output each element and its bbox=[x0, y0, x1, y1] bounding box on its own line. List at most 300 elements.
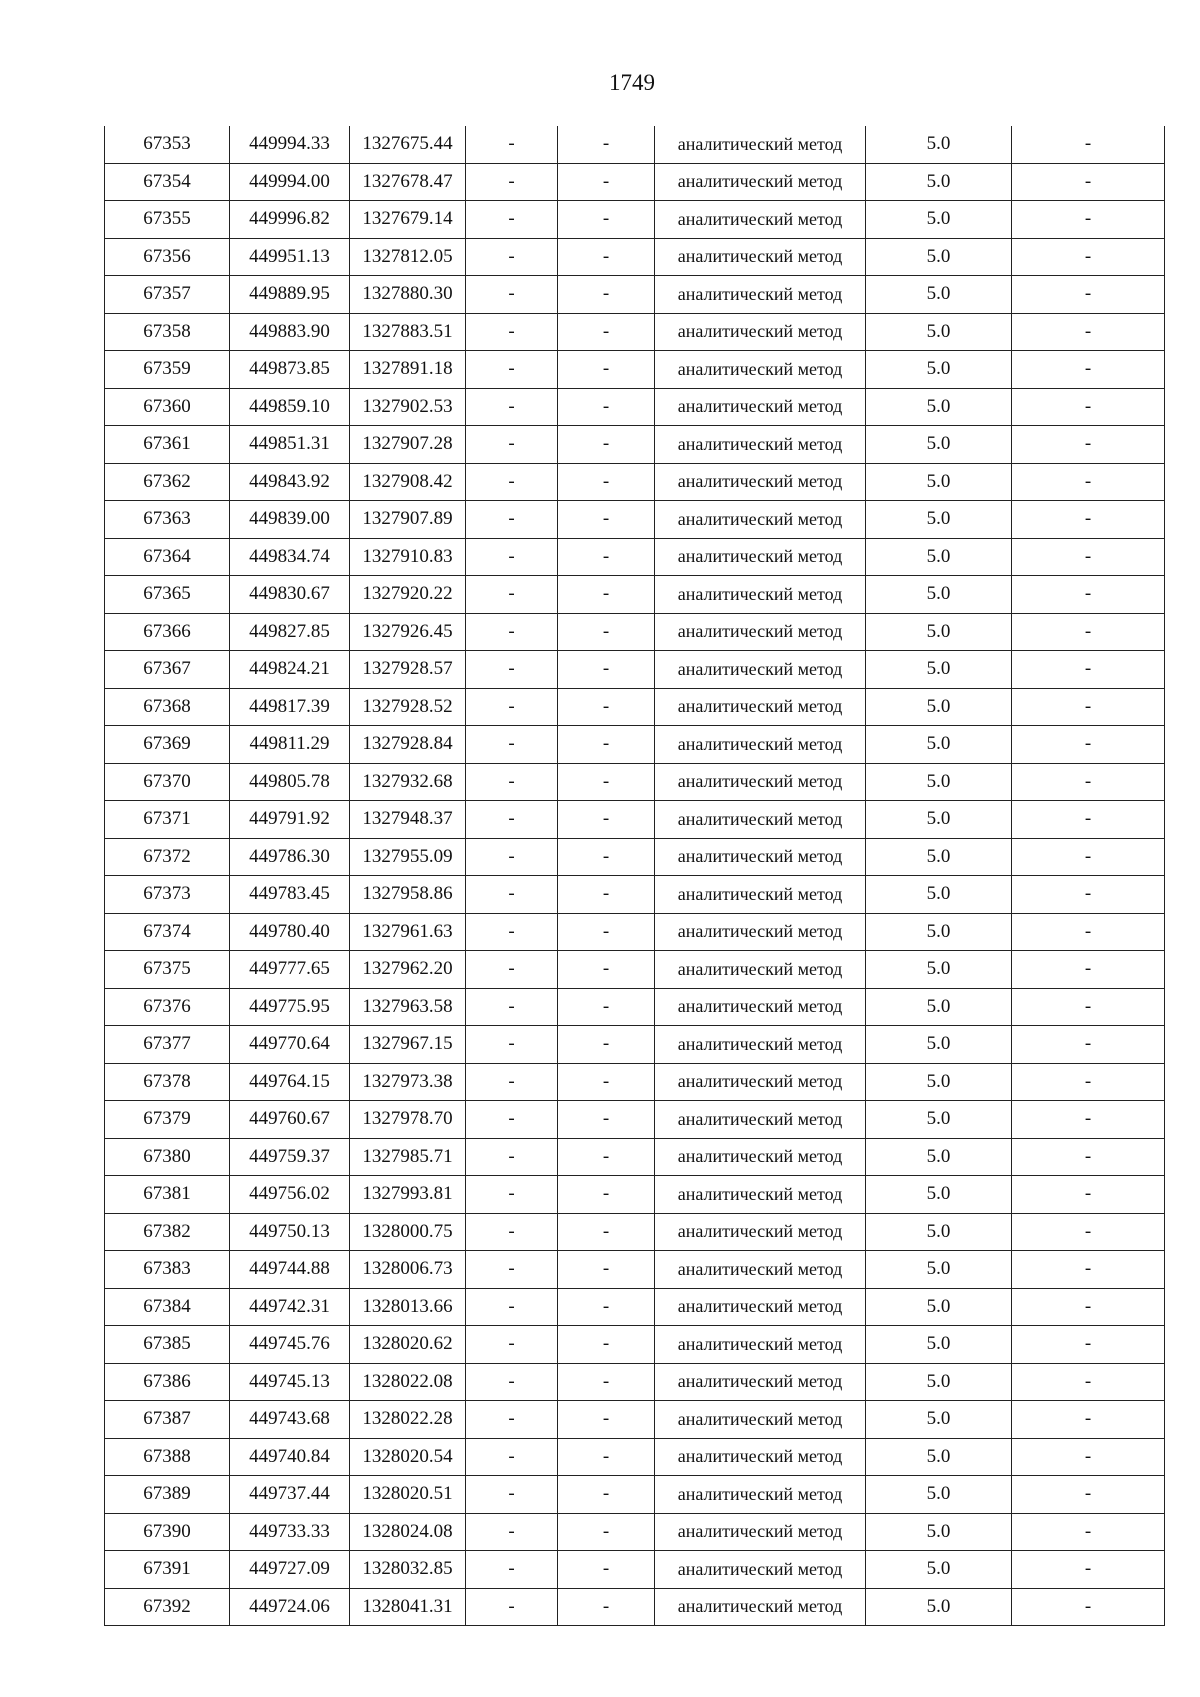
accuracy-cell: 5.0 bbox=[866, 1138, 1012, 1176]
x-coordinate: 449777.65 bbox=[230, 951, 350, 989]
table-row bbox=[105, 1588, 1165, 1626]
dash-cell: - bbox=[558, 1101, 655, 1139]
dash-cell: - bbox=[466, 1363, 558, 1401]
x-coordinate: 449827.85 bbox=[230, 613, 350, 651]
table-row bbox=[105, 163, 1165, 201]
point-number: 67379 bbox=[105, 1101, 230, 1139]
accuracy-cell: 5.0 bbox=[866, 1363, 1012, 1401]
point-number: 67365 bbox=[105, 576, 230, 614]
dash-cell: - bbox=[558, 463, 655, 501]
method-cell: аналитический метод bbox=[655, 876, 866, 914]
dash-cell: - bbox=[1012, 1401, 1165, 1439]
dash-cell: - bbox=[558, 313, 655, 351]
y-coordinate: 1327908.42 bbox=[350, 463, 466, 501]
y-coordinate: 1327955.09 bbox=[350, 838, 466, 876]
dash-cell: - bbox=[558, 951, 655, 989]
y-coordinate: 1327978.70 bbox=[350, 1101, 466, 1139]
dash-cell: - bbox=[1012, 426, 1165, 464]
dash-cell: - bbox=[1012, 463, 1165, 501]
method-cell: аналитический метод bbox=[655, 1438, 866, 1476]
accuracy-cell: 5.0 bbox=[866, 238, 1012, 276]
point-number: 67369 bbox=[105, 726, 230, 764]
method-cell: аналитический метод bbox=[655, 426, 866, 464]
dash-cell: - bbox=[1012, 1288, 1165, 1326]
table-row bbox=[105, 238, 1165, 276]
x-coordinate: 449724.06 bbox=[230, 1588, 350, 1626]
dash-cell: - bbox=[466, 913, 558, 951]
method-cell: аналитический метод bbox=[655, 1101, 866, 1139]
accuracy-cell: 5.0 bbox=[866, 1101, 1012, 1139]
accuracy-cell: 5.0 bbox=[866, 1513, 1012, 1551]
dash-cell: - bbox=[558, 988, 655, 1026]
accuracy-cell: 5.0 bbox=[866, 1063, 1012, 1101]
accuracy-cell: 5.0 bbox=[866, 201, 1012, 239]
dash-cell: - bbox=[558, 1138, 655, 1176]
y-coordinate: 1327928.84 bbox=[350, 726, 466, 764]
x-coordinate: 449770.64 bbox=[230, 1026, 350, 1064]
dash-cell: - bbox=[558, 838, 655, 876]
accuracy-cell: 5.0 bbox=[866, 388, 1012, 426]
method-cell: аналитический метод bbox=[655, 1288, 866, 1326]
dash-cell: - bbox=[466, 1288, 558, 1326]
y-coordinate: 1328006.73 bbox=[350, 1251, 466, 1289]
dash-cell: - bbox=[466, 276, 558, 314]
dash-cell: - bbox=[466, 688, 558, 726]
accuracy-cell: 5.0 bbox=[866, 688, 1012, 726]
dash-cell: - bbox=[558, 351, 655, 389]
y-coordinate: 1328024.08 bbox=[350, 1513, 466, 1551]
dash-cell: - bbox=[558, 538, 655, 576]
accuracy-cell: 5.0 bbox=[866, 538, 1012, 576]
dash-cell: - bbox=[466, 426, 558, 464]
y-coordinate: 1328020.54 bbox=[350, 1438, 466, 1476]
x-coordinate: 449737.44 bbox=[230, 1476, 350, 1514]
dash-cell: - bbox=[466, 1401, 558, 1439]
dash-cell: - bbox=[558, 801, 655, 839]
dash-cell: - bbox=[466, 1251, 558, 1289]
table-row bbox=[105, 613, 1165, 651]
dash-cell: - bbox=[1012, 1588, 1165, 1626]
table-row bbox=[105, 1176, 1165, 1214]
accuracy-cell: 5.0 bbox=[866, 463, 1012, 501]
x-coordinate: 449839.00 bbox=[230, 501, 350, 539]
method-cell: аналитический метод bbox=[655, 388, 866, 426]
x-coordinate: 449764.15 bbox=[230, 1063, 350, 1101]
dash-cell: - bbox=[558, 1401, 655, 1439]
y-coordinate: 1327902.53 bbox=[350, 388, 466, 426]
x-coordinate: 449742.31 bbox=[230, 1288, 350, 1326]
dash-cell: - bbox=[558, 1176, 655, 1214]
method-cell: аналитический метод bbox=[655, 913, 866, 951]
dash-cell: - bbox=[558, 238, 655, 276]
x-coordinate: 449830.67 bbox=[230, 576, 350, 614]
method-cell: аналитический метод bbox=[655, 1026, 866, 1064]
point-number: 67370 bbox=[105, 763, 230, 801]
table-row bbox=[105, 651, 1165, 689]
accuracy-cell: 5.0 bbox=[866, 876, 1012, 914]
dash-cell: - bbox=[466, 463, 558, 501]
x-coordinate: 449883.90 bbox=[230, 313, 350, 351]
table-row bbox=[105, 1213, 1165, 1251]
dash-cell: - bbox=[1012, 1513, 1165, 1551]
dash-cell: - bbox=[1012, 1138, 1165, 1176]
dash-cell: - bbox=[1012, 538, 1165, 576]
table-row bbox=[105, 1551, 1165, 1589]
x-coordinate: 449743.68 bbox=[230, 1401, 350, 1439]
table-row bbox=[105, 688, 1165, 726]
x-coordinate: 449817.39 bbox=[230, 688, 350, 726]
point-number: 67390 bbox=[105, 1513, 230, 1551]
x-coordinate: 449851.31 bbox=[230, 426, 350, 464]
accuracy-cell: 5.0 bbox=[866, 1213, 1012, 1251]
dash-cell: - bbox=[1012, 688, 1165, 726]
dash-cell: - bbox=[1012, 763, 1165, 801]
method-cell: аналитический метод bbox=[655, 1363, 866, 1401]
point-number: 67373 bbox=[105, 876, 230, 914]
point-number: 67376 bbox=[105, 988, 230, 1026]
dash-cell: - bbox=[466, 1213, 558, 1251]
y-coordinate: 1328022.08 bbox=[350, 1363, 466, 1401]
table-row bbox=[105, 988, 1165, 1026]
point-number: 67371 bbox=[105, 801, 230, 839]
method-cell: аналитический метод bbox=[655, 613, 866, 651]
accuracy-cell: 5.0 bbox=[866, 1026, 1012, 1064]
x-coordinate: 449873.85 bbox=[230, 351, 350, 389]
point-number: 67387 bbox=[105, 1401, 230, 1439]
method-cell: аналитический метод bbox=[655, 1476, 866, 1514]
point-number: 67389 bbox=[105, 1476, 230, 1514]
table-row bbox=[105, 763, 1165, 801]
method-cell: аналитический метод bbox=[655, 651, 866, 689]
method-cell: аналитический метод bbox=[655, 838, 866, 876]
point-number: 67386 bbox=[105, 1363, 230, 1401]
method-cell: аналитический метод bbox=[655, 1138, 866, 1176]
table-row bbox=[105, 501, 1165, 539]
accuracy-cell: 5.0 bbox=[866, 1326, 1012, 1364]
dash-cell: - bbox=[1012, 1176, 1165, 1214]
method-cell: аналитический метод bbox=[655, 163, 866, 201]
accuracy-cell: 5.0 bbox=[866, 313, 1012, 351]
dash-cell: - bbox=[1012, 838, 1165, 876]
dash-cell: - bbox=[466, 1513, 558, 1551]
method-cell: аналитический метод bbox=[655, 351, 866, 389]
y-coordinate: 1327678.47 bbox=[350, 163, 466, 201]
table-row bbox=[105, 876, 1165, 914]
dash-cell: - bbox=[466, 238, 558, 276]
dash-cell: - bbox=[558, 1513, 655, 1551]
y-coordinate: 1328020.51 bbox=[350, 1476, 466, 1514]
y-coordinate: 1327926.45 bbox=[350, 613, 466, 651]
method-cell: аналитический метод bbox=[655, 1251, 866, 1289]
accuracy-cell: 5.0 bbox=[866, 726, 1012, 764]
dash-cell: - bbox=[466, 951, 558, 989]
method-cell: аналитический метод bbox=[655, 576, 866, 614]
y-coordinate: 1327973.38 bbox=[350, 1063, 466, 1101]
table-row bbox=[105, 838, 1165, 876]
dash-cell: - bbox=[558, 1476, 655, 1514]
point-number: 67368 bbox=[105, 688, 230, 726]
dash-cell: - bbox=[1012, 501, 1165, 539]
y-coordinate: 1327679.14 bbox=[350, 201, 466, 239]
accuracy-cell: 5.0 bbox=[866, 276, 1012, 314]
dash-cell: - bbox=[558, 613, 655, 651]
coordinates-table bbox=[104, 126, 1165, 1626]
y-coordinate: 1327883.51 bbox=[350, 313, 466, 351]
dash-cell: - bbox=[1012, 876, 1165, 914]
point-number: 67354 bbox=[105, 163, 230, 201]
x-coordinate: 449727.09 bbox=[230, 1551, 350, 1589]
point-number: 67360 bbox=[105, 388, 230, 426]
table-row bbox=[105, 463, 1165, 501]
dash-cell: - bbox=[466, 1026, 558, 1064]
point-number: 67383 bbox=[105, 1251, 230, 1289]
x-coordinate: 449780.40 bbox=[230, 913, 350, 951]
accuracy-cell: 5.0 bbox=[866, 988, 1012, 1026]
y-coordinate: 1328032.85 bbox=[350, 1551, 466, 1589]
accuracy-cell: 5.0 bbox=[866, 1176, 1012, 1214]
dash-cell: - bbox=[466, 1588, 558, 1626]
dash-cell: - bbox=[1012, 1438, 1165, 1476]
point-number: 67372 bbox=[105, 838, 230, 876]
table-row bbox=[105, 1363, 1165, 1401]
accuracy-cell: 5.0 bbox=[866, 351, 1012, 389]
accuracy-cell: 5.0 bbox=[866, 651, 1012, 689]
point-number: 67377 bbox=[105, 1026, 230, 1064]
y-coordinate: 1327967.15 bbox=[350, 1026, 466, 1064]
y-coordinate: 1327962.20 bbox=[350, 951, 466, 989]
x-coordinate: 449859.10 bbox=[230, 388, 350, 426]
y-coordinate: 1327928.57 bbox=[350, 651, 466, 689]
x-coordinate: 449745.76 bbox=[230, 1326, 350, 1364]
method-cell: аналитический метод bbox=[655, 951, 866, 989]
dash-cell: - bbox=[466, 201, 558, 239]
dash-cell: - bbox=[558, 651, 655, 689]
point-number: 67375 bbox=[105, 951, 230, 989]
dash-cell: - bbox=[466, 1138, 558, 1176]
dash-cell: - bbox=[1012, 1251, 1165, 1289]
x-coordinate: 449744.88 bbox=[230, 1251, 350, 1289]
x-coordinate: 449760.67 bbox=[230, 1101, 350, 1139]
accuracy-cell: 5.0 bbox=[866, 838, 1012, 876]
point-number: 67384 bbox=[105, 1288, 230, 1326]
point-number: 67359 bbox=[105, 351, 230, 389]
dash-cell: - bbox=[1012, 1101, 1165, 1139]
dash-cell: - bbox=[558, 913, 655, 951]
method-cell: аналитический метод bbox=[655, 1588, 866, 1626]
dash-cell: - bbox=[466, 1063, 558, 1101]
table-row bbox=[105, 426, 1165, 464]
table-row bbox=[105, 276, 1165, 314]
method-cell: аналитический метод bbox=[655, 1326, 866, 1364]
point-number: 67380 bbox=[105, 1138, 230, 1176]
x-coordinate: 449733.33 bbox=[230, 1513, 350, 1551]
point-number: 67378 bbox=[105, 1063, 230, 1101]
y-coordinate: 1327958.86 bbox=[350, 876, 466, 914]
table-row bbox=[105, 1438, 1165, 1476]
x-coordinate: 449951.13 bbox=[230, 238, 350, 276]
dash-cell: - bbox=[466, 1101, 558, 1139]
table-row bbox=[105, 351, 1165, 389]
table-row bbox=[105, 801, 1165, 839]
point-number: 67358 bbox=[105, 313, 230, 351]
dash-cell: - bbox=[558, 1288, 655, 1326]
x-coordinate: 449791.92 bbox=[230, 801, 350, 839]
dash-cell: - bbox=[558, 763, 655, 801]
page-number: 1749 bbox=[609, 70, 655, 95]
table-row bbox=[105, 1026, 1165, 1064]
table-row bbox=[105, 388, 1165, 426]
table-row bbox=[105, 1326, 1165, 1364]
table-row bbox=[105, 201, 1165, 239]
point-number: 67364 bbox=[105, 538, 230, 576]
y-coordinate: 1328020.62 bbox=[350, 1326, 466, 1364]
dash-cell: - bbox=[1012, 126, 1165, 163]
dash-cell: - bbox=[466, 838, 558, 876]
table-row bbox=[105, 1476, 1165, 1514]
table-row bbox=[105, 1138, 1165, 1176]
method-cell: аналитический метод bbox=[655, 313, 866, 351]
dash-cell: - bbox=[466, 538, 558, 576]
x-coordinate: 449994.00 bbox=[230, 163, 350, 201]
y-coordinate: 1327891.18 bbox=[350, 351, 466, 389]
dash-cell: - bbox=[466, 613, 558, 651]
x-coordinate: 449745.13 bbox=[230, 1363, 350, 1401]
dash-cell: - bbox=[558, 1213, 655, 1251]
dash-cell: - bbox=[1012, 238, 1165, 276]
dash-cell: - bbox=[1012, 276, 1165, 314]
x-coordinate: 449750.13 bbox=[230, 1213, 350, 1251]
y-coordinate: 1327880.30 bbox=[350, 276, 466, 314]
dash-cell: - bbox=[466, 876, 558, 914]
method-cell: аналитический метод bbox=[655, 688, 866, 726]
point-number: 67391 bbox=[105, 1551, 230, 1589]
dash-cell: - bbox=[558, 201, 655, 239]
table-row bbox=[105, 576, 1165, 614]
method-cell: аналитический метод bbox=[655, 1063, 866, 1101]
table-body bbox=[105, 126, 1165, 1626]
dash-cell: - bbox=[466, 1176, 558, 1214]
accuracy-cell: 5.0 bbox=[866, 801, 1012, 839]
dash-cell: - bbox=[558, 1026, 655, 1064]
dash-cell: - bbox=[558, 126, 655, 163]
method-cell: аналитический метод bbox=[655, 538, 866, 576]
dash-cell: - bbox=[1012, 201, 1165, 239]
x-coordinate: 449994.33 bbox=[230, 126, 350, 163]
dash-cell: - bbox=[558, 1551, 655, 1589]
y-coordinate: 1327812.05 bbox=[350, 238, 466, 276]
point-number: 67363 bbox=[105, 501, 230, 539]
method-cell: аналитический метод bbox=[655, 726, 866, 764]
dash-cell: - bbox=[466, 501, 558, 539]
method-cell: аналитический метод bbox=[655, 763, 866, 801]
dash-cell: - bbox=[1012, 1326, 1165, 1364]
dash-cell: - bbox=[558, 163, 655, 201]
point-number: 67362 bbox=[105, 463, 230, 501]
dash-cell: - bbox=[558, 276, 655, 314]
method-cell: аналитический метод bbox=[655, 1401, 866, 1439]
dash-cell: - bbox=[1012, 913, 1165, 951]
y-coordinate: 1328041.31 bbox=[350, 1588, 466, 1626]
dash-cell: - bbox=[1012, 1476, 1165, 1514]
y-coordinate: 1327948.37 bbox=[350, 801, 466, 839]
dash-cell: - bbox=[466, 576, 558, 614]
dash-cell: - bbox=[466, 726, 558, 764]
dash-cell: - bbox=[466, 313, 558, 351]
table-row bbox=[105, 1101, 1165, 1139]
method-cell: аналитический метод bbox=[655, 1213, 866, 1251]
y-coordinate: 1327675.44 bbox=[350, 126, 466, 163]
dash-cell: - bbox=[558, 1251, 655, 1289]
x-coordinate: 449756.02 bbox=[230, 1176, 350, 1214]
dash-cell: - bbox=[466, 1326, 558, 1364]
x-coordinate: 449811.29 bbox=[230, 726, 350, 764]
dash-cell: - bbox=[558, 1363, 655, 1401]
table-row bbox=[105, 1401, 1165, 1439]
accuracy-cell: 5.0 bbox=[866, 613, 1012, 651]
dash-cell: - bbox=[558, 1063, 655, 1101]
dash-cell: - bbox=[558, 426, 655, 464]
table-row bbox=[105, 913, 1165, 951]
y-coordinate: 1328000.75 bbox=[350, 1213, 466, 1251]
accuracy-cell: 5.0 bbox=[866, 1551, 1012, 1589]
accuracy-cell: 5.0 bbox=[866, 426, 1012, 464]
dash-cell: - bbox=[1012, 951, 1165, 989]
accuracy-cell: 5.0 bbox=[866, 763, 1012, 801]
x-coordinate: 449775.95 bbox=[230, 988, 350, 1026]
table-row bbox=[105, 1513, 1165, 1551]
x-coordinate: 449996.82 bbox=[230, 201, 350, 239]
table-row bbox=[105, 951, 1165, 989]
method-cell: аналитический метод bbox=[655, 238, 866, 276]
dash-cell: - bbox=[1012, 1363, 1165, 1401]
y-coordinate: 1327920.22 bbox=[350, 576, 466, 614]
accuracy-cell: 5.0 bbox=[866, 1401, 1012, 1439]
x-coordinate: 449843.92 bbox=[230, 463, 350, 501]
y-coordinate: 1327961.63 bbox=[350, 913, 466, 951]
method-cell: аналитический метод bbox=[655, 276, 866, 314]
point-number: 67355 bbox=[105, 201, 230, 239]
x-coordinate: 449783.45 bbox=[230, 876, 350, 914]
dash-cell: - bbox=[466, 1476, 558, 1514]
dash-cell: - bbox=[558, 1326, 655, 1364]
point-number: 67385 bbox=[105, 1326, 230, 1364]
method-cell: аналитический метод bbox=[655, 501, 866, 539]
dash-cell: - bbox=[1012, 988, 1165, 1026]
x-coordinate: 449786.30 bbox=[230, 838, 350, 876]
method-cell: аналитический метод bbox=[655, 801, 866, 839]
accuracy-cell: 5.0 bbox=[866, 1476, 1012, 1514]
dash-cell: - bbox=[466, 1438, 558, 1476]
y-coordinate: 1327985.71 bbox=[350, 1138, 466, 1176]
point-number: 67382 bbox=[105, 1213, 230, 1251]
point-number: 67392 bbox=[105, 1588, 230, 1626]
dash-cell: - bbox=[466, 651, 558, 689]
dash-cell: - bbox=[558, 876, 655, 914]
accuracy-cell: 5.0 bbox=[866, 163, 1012, 201]
dash-cell: - bbox=[466, 126, 558, 163]
point-number: 67381 bbox=[105, 1176, 230, 1214]
y-coordinate: 1328013.66 bbox=[350, 1288, 466, 1326]
table-row bbox=[105, 1063, 1165, 1101]
dash-cell: - bbox=[558, 688, 655, 726]
table-row bbox=[105, 313, 1165, 351]
y-coordinate: 1328022.28 bbox=[350, 1401, 466, 1439]
accuracy-cell: 5.0 bbox=[866, 951, 1012, 989]
dash-cell: - bbox=[558, 388, 655, 426]
point-number: 67366 bbox=[105, 613, 230, 651]
method-cell: аналитический метод bbox=[655, 126, 866, 163]
dash-cell: - bbox=[466, 1551, 558, 1589]
